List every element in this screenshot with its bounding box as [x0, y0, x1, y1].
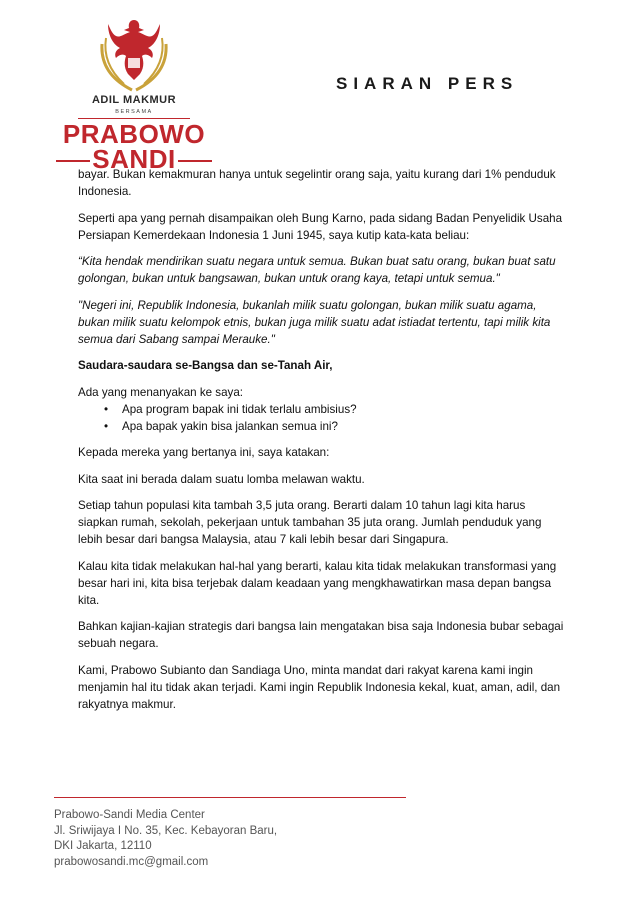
quote-paragraph: "Negeri ini, Republik Indonesia, bukanlah milik suatu golongan, bukan milik suatu agama, bukan milik suatu kelompok etnis, bukan juga milik suatu adat istiadat tertentu, tapi milik kita semua dari Sabang sampai Merauke." [78, 298, 551, 346]
question-list [78, 401, 568, 435]
quote-paragraph: “Kita hendak mendirikan suatu negara untuk semua. Bukan buat satu orang, bukan buat satu golongan, bukan untuk bangsawan, bukan untuk orang kaya, tetapi untuk semua." [78, 255, 556, 285]
paragraph: Kalau kita tidak melakukan hal-hal yang berarti, kalau kita tidak melakukan transformasi yang besar hari ini, kita bisa terjebak dalam keadaan yang mengkhawatirkan masa depan bangsa kita. [78, 559, 557, 607]
footer-email[interactable]: prabowosandi.mc@gmail.com [54, 855, 209, 868]
bullet-icon: • [104, 419, 109, 433]
footer-contact [54, 808, 277, 870]
paragraph: Bahkan kajian-kajian strategis dari bangsa lain mengatakan bisa saja Indonesia bubar sebagai sebuah negara. [78, 620, 564, 650]
logo-name-sandi: SANDI [92, 144, 176, 174]
footer-city: DKI Jakarta, 12110 [54, 840, 152, 852]
list-item [104, 418, 568, 435]
bullet-icon: • [104, 402, 109, 416]
list-item-text: Apa program bapak ini tidak terlalu ambisius? [122, 402, 357, 416]
paragraph: Setiap tahun populasi kita tambah 3,5 juta orang. Berarti dalam 10 tahun lagi kita harus siapkan rumah, sekolah, pekerjaan untuk tambahan 35 juta orang. Jumlah penduduk yang lebih besar dari bangsa Malaysia, atau 7 kali lebih besar dari Singapura. [78, 499, 542, 546]
paragraph: Ada yang menanyakan ke saya: [78, 385, 243, 399]
section-heading: Saudara-saudara se-Bangsa dan se-Tanah Air, [78, 359, 333, 372]
paragraph: Kami, Prabowo Subianto dan Sandiaga Uno, minta mandat dari rakyat karena kami ingin menjamin hal itu tidak akan terjadi. Kami ingin Republik Indonesia kekal, kuat, aman, adil, dan rakyatnya makmur. [78, 663, 561, 711]
paragraph: Seperti apa yang pernah disampaikan oleh Bung Karno, pada sidang Badan Penyelidik Usaha Persiapan Kemerdekaan Indonesia 1 Juni 1945, saya kutip kata-kata beliau: [78, 211, 563, 242]
document-title: SIARAN PERS [336, 74, 519, 93]
paragraph: bayar. Bukan kemakmuran hanya untuk segelintir orang saja, yaitu kurang dari 1% penduduk Indonesia. [78, 168, 556, 198]
paragraph: Kepada mereka yang bertanya ini, saya katakan: [78, 446, 330, 459]
footer-org: Prabowo-Sandi Media Center [54, 809, 205, 821]
footer-address: Jl. Sriwijaya I No. 35, Kec. Kebayoran Baru, [54, 824, 278, 837]
garuda-eagle-icon [94, 14, 174, 92]
logo-right-dash [178, 160, 212, 162]
list-item [104, 401, 568, 418]
press-release-body [78, 166, 568, 722]
list-item-text: Apa bapak yakin bisa jalankan semua ini? [122, 419, 338, 433]
logo-tagline: ADIL MAKMUR [91, 94, 177, 106]
logo-name-prabowo: PRABOWO [62, 119, 206, 149]
paragraph: Kita saat ini berada dalam suatu lomba melawan waktu. [78, 472, 365, 486]
campaign-logo [54, 14, 214, 174]
logo-subtagline: BERSAMA [115, 109, 153, 115]
footer-divider [54, 797, 406, 798]
